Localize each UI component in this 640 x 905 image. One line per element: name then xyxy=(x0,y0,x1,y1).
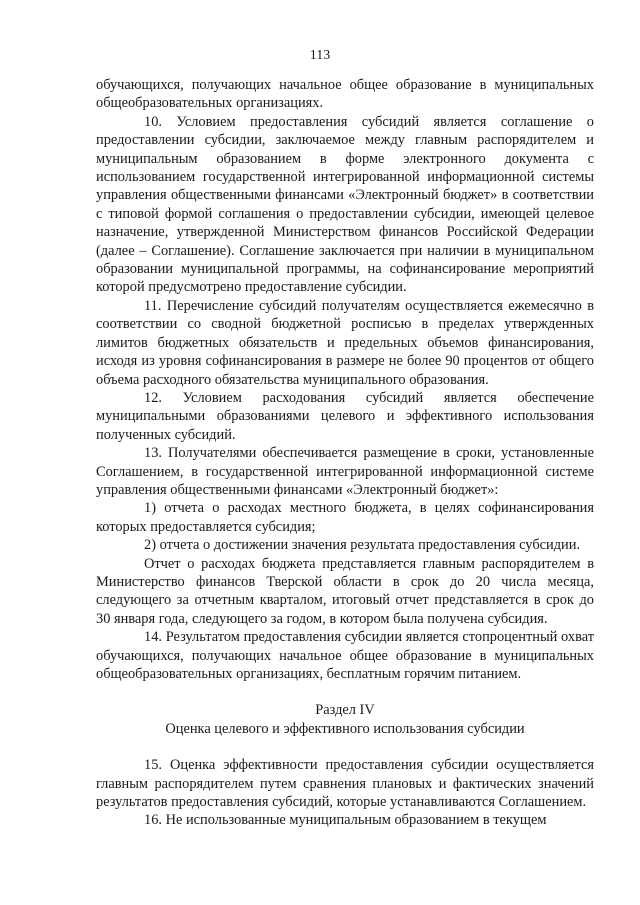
section-number: Раздел IV xyxy=(315,702,375,719)
paragraph-10: 10. Условием предоставления субсидий является соглашение о предоставлении субсидии, заключаемое между главным распорядителем и муниципальным образованием в форме электронного документа с использованием государственной интегрированной информационной системы управления общественными финансами «Электронный бюджет» в соответствии с типовой формой соглашения о предоставлении субсидии, имеющей целевое назначение, утвержденной Министерством финансов Российской Федерации (далее – Соглашение). Соглашение заключается при наличии в муниципальном образовании муниципальной программы, на софинансирование мероприятий которой предусмотрено предоставление субсидии. xyxy=(96,113,594,296)
paragraph-continuation: обучающихся, получающих начальное общее образование в муниципальных общеобразовательных организациях. xyxy=(96,77,594,112)
paragraph-14: 14. Результатом предоставления субсидии является стопроцентный охват обучающихся, получающих начальное общее образование в муниципальных общеобразовательных организациях, бесплатным горячим питанием. xyxy=(96,629,594,682)
paragraph-13: 13. Получателями обеспечивается размещение в сроки, установленные Соглашением, в государственной интегрированной информационной системе управления общественными финансами «Электронный бюджет»: xyxy=(96,445,594,498)
paragraph-16: 16. Не использованные муниципальным образованием в текущем xyxy=(144,812,547,829)
paragraph-12: 12. Условием расходования субсидий является обеспечение муниципальными образованиями целевого и эффективного использования полученных субсидий. xyxy=(96,389,594,443)
document-body xyxy=(96,76,594,830)
paragraph-11: 11. Перечисление субсидий получателям осуществляется ежемесячно в соответствии со сводной бюджетной росписью в пределах утвержденных лимитов бюджетных обязательств и предельных объемов финансирования, исходя из уровня софинансирования в размере не более 90 процентов от общего объема расходного обязательства муниципального образования. xyxy=(96,297,594,388)
paragraph-13-item-2: 2) отчета о достижении значения результата предоставления субсидии. xyxy=(144,537,581,554)
paragraph-15: 15. Оценка эффективности предоставления субсидии осуществляется главным распорядителем путем сравнения плановых и фактических значений результатов предоставления субсидий, которые устанавливаются Соглашением. xyxy=(96,757,594,811)
section-title: Оценка целевого и эффективного использования субсидии xyxy=(165,720,525,737)
paragraph-13-item-1: 1) отчета о расходах местного бюджета, в целях софинансирования которых предоставляется субсидия; xyxy=(96,500,594,535)
paragraph-report: Отчет о расходах бюджета представляется главным распорядителем в Министерство финансов Тверской области в срок до 20 числа месяца, следующего за отчетным кварталом, итоговый отчет представляется в срок до 30 января года, следующего за годом, в котором была получена субсидия. xyxy=(96,555,594,627)
page-number: 113 xyxy=(309,48,331,63)
